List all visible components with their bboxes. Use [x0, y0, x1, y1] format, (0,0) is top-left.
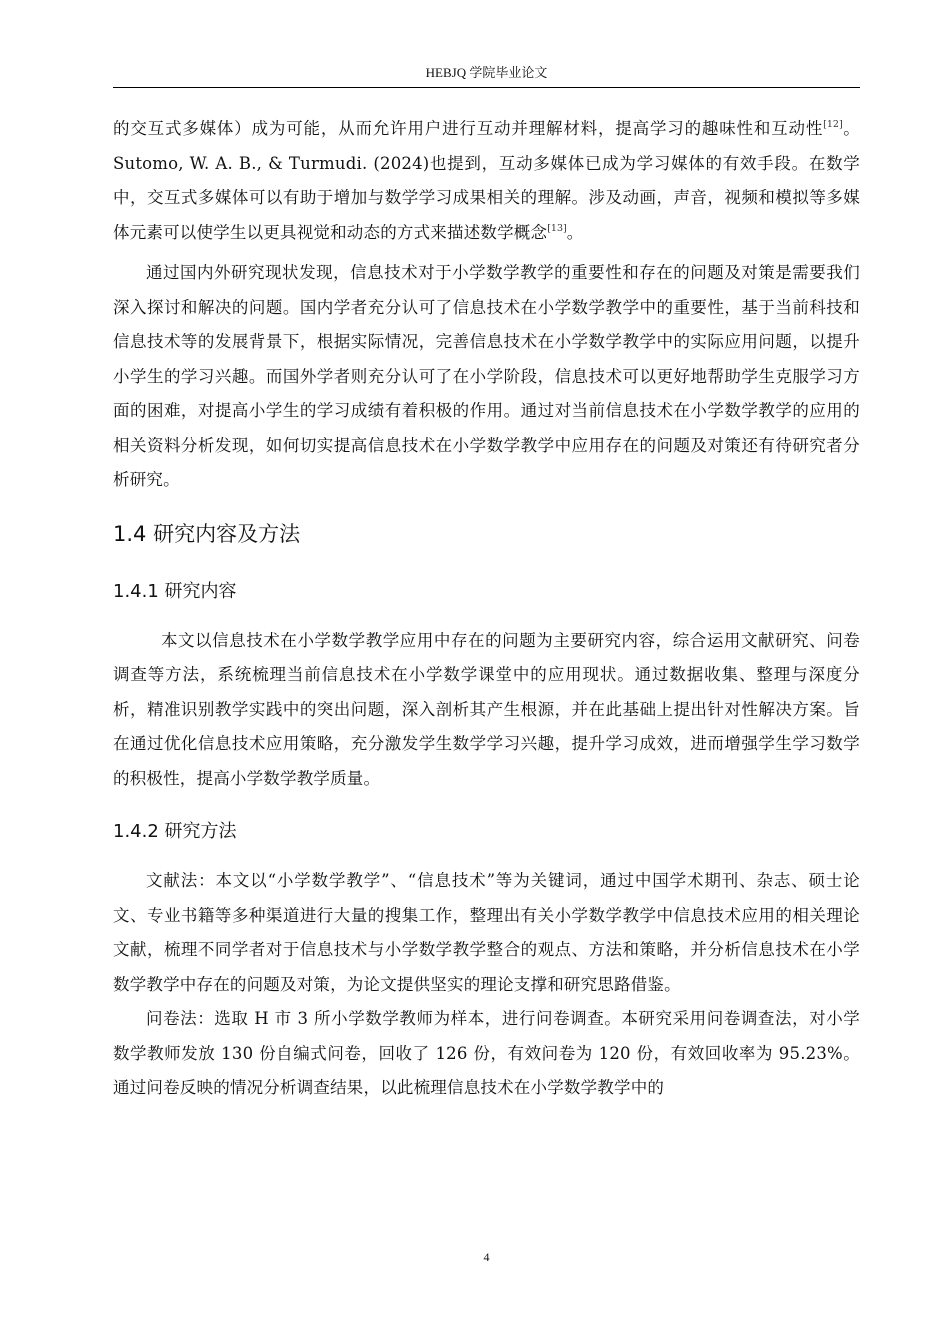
paragraph-text: 。Sutomo, W. A. B., & Turmudi. (2024)也提到，互动多媒体已成为学习媒体的有效手段。在数学中，交互式多媒体可以有助于增加与数学学习成果相关的理解。涉及动画，声音，视频和模拟等多媒体元素可以使学生以更具视觉和动态的方式来描述数学概念	[113, 119, 861, 242]
paragraph-text: 的交互式多媒体）成为可能，从而允许用户进行互动并理解材料，提高学习的趣味性和互动性	[113, 119, 824, 138]
page-header: HEBJQ 学院毕业论文	[425, 65, 548, 80]
section-heading-1-4-1: 1.4.1 研究内容	[113, 580, 237, 602]
page-number: 4	[483, 1250, 490, 1264]
paragraph-research-status: 通过国内外研究现状发现，信息技术对于小学数学教学的重要性和存在的问题及对策是需要我们深入探讨和解决的问题。国内学者充分认可了信息技术在小学数学教学中的重要性，基于当前科技和信息技术等的发展背景下，根据实际情况，完善信息技术在小学数学教学中的实际应用问题，以提升小学生的学习兴趣。而国外学者则充分认可了在小学阶段，信息技术可以更好地帮助学生克服学习方面的困难，对提高小学生的学习成绩有着积极的作用。通过对当前信息技术在小学数学教学的应用的相关资料分析发现，如何切实提高信息技术在小学数学教学中应用存在的问题及对策还有待研究者分析研究。	[113, 263, 860, 489]
document-body	[113, 112, 860, 1106]
section-heading-1-4: 1.4 研究内容及方法	[113, 521, 301, 546]
header-divider	[113, 87, 860, 88]
paragraph-multimedia	[113, 112, 860, 250]
paragraph-text: 。	[566, 222, 584, 242]
citation-ref: [12]	[823, 119, 843, 130]
paragraph-literature-method: 文献法：本文以“小学数学教学”、“信息技术”等为关键词，通过中国学术期刊、杂志、硕士论文、专业书籍等多种渠道进行大量的搜集工作，整理出有关小学数学教学中信息技术应用的相关理论文献，梳理不同学者对于信息技术与小学数学教学整合的观点、方法和策略，并分析信息技术在小学数学教学中存在的问题及对策，为论文提供坚实的理论支撑和研究思路借鉴。	[113, 871, 860, 994]
citation-ref: [13]	[547, 222, 567, 234]
paragraph-research-content: 本文以信息技术在小学数学教学应用中存在的问题为主要研究内容，综合运用文献研究、问卷调查等方法，系统梳理当前信息技术在小学数学课堂中的应用现状。通过数据收集、整理与深度分析，精准识别教学实践中的突出问题，深入剖析其产生根源，并在此基础上提出针对性解决方案。旨在通过优化信息技术应用策略，充分激发学生数学学习兴趣，提升学习成效，进而增强学生学习数学的积极性，提高小学数学教学质量。	[113, 630, 860, 788]
paragraph-questionnaire-method: 问卷法：选取 H 市 3 所小学数学教师为样本，进行问卷调查。本研究采用问卷调查法，对小学数学教师发放 130 份自编式问卷，回收了 126 份，有效问卷为 120 份，有效回收率为 95.23%。通过问卷反映的情况分析调查结果，以此梳理信息技术在小学数学教学中的	[113, 1009, 860, 1097]
section-heading-1-4-2: 1.4.2 研究方法	[113, 821, 237, 842]
